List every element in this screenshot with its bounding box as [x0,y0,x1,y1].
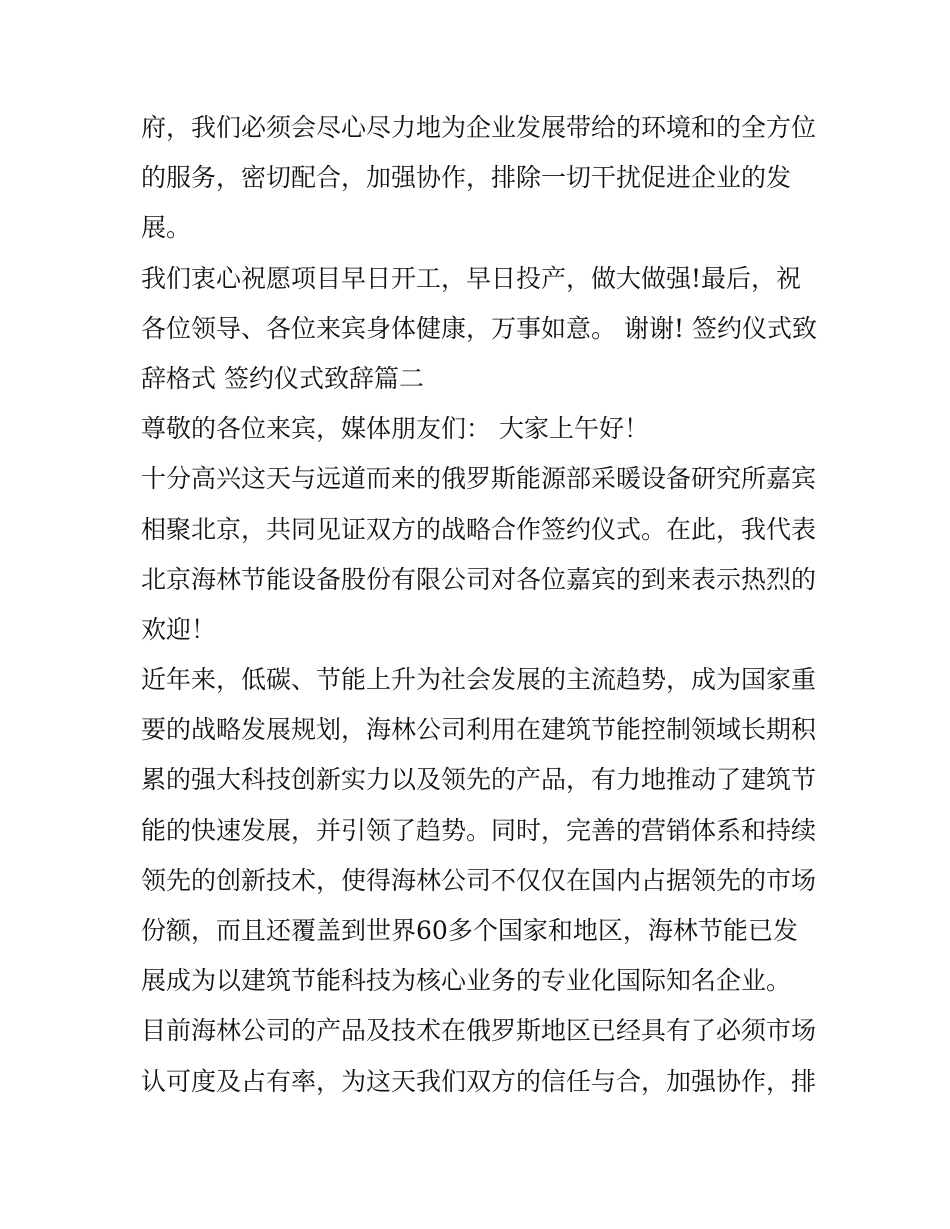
text-line: 认可度及占有率，为这天我们双方的信任与合，加强协作，排 [141,1066,817,1096]
text-line: 的服务，密切配合，加强协作，排除一切干扰促进企业的发 [141,163,792,193]
text-line: 目前海林公司的产品及技术在俄罗斯地区已经具有了必须市场 [141,1016,817,1046]
text-line: 欢迎！ [141,614,217,644]
text-line: 要的战略发展规划，海林公司利用在建筑节能控制领域长期积 [141,715,817,745]
text-line: 各位领导、各位来宾身体健康，万事如意。 谢谢! 签约仪式致 [141,313,817,343]
text-line: 展成为以建筑节能科技为核心业务的专业化国际知名企业。 [141,966,792,996]
text-line: 近年来，低碳、节能上升为社会发展的主流趋势，成为国家重 [141,665,817,695]
body-text [141,103,821,1107]
text-line: 我们衷心祝愿项目早日开工，早日投产，做大做强!最后，祝 [141,263,802,293]
text-line: 能的快速发展，并引领了趋势。同时，完善的营销体系和持续 [141,815,817,845]
text-line: 府，我们必须会尽心尽力地为企业发展带给的环境和的全方位 [141,113,817,142]
text-line: 相聚北京，共同见证双方的战略合作签约仪式。在此，我代表 [141,514,817,544]
text-line: 尊敬的各位来宾，媒体朋友们： 大家上午好！ [141,414,649,444]
text-line: 累的强大科技创新实力以及领先的产品，有力地推动了建筑节 [141,765,817,795]
text-line: 展。 [141,213,192,243]
text-line: 领先的创新技术，使得海林公司不仅仅在国内占据领先的市场 [141,865,817,895]
text-line: 辞格式 签约仪式致辞篇二 [141,363,424,393]
text-line: 十分高兴这天与远道而来的俄罗斯能源部采暖设备研究所嘉宾 [141,464,817,494]
text-line: 份额，而且还覆盖到世界60多个国家和地区，海林节能已发 [141,916,798,945]
text-line: 北京海林节能设备股份有限公司对各位嘉宾的到来表示热烈的 [141,564,817,594]
